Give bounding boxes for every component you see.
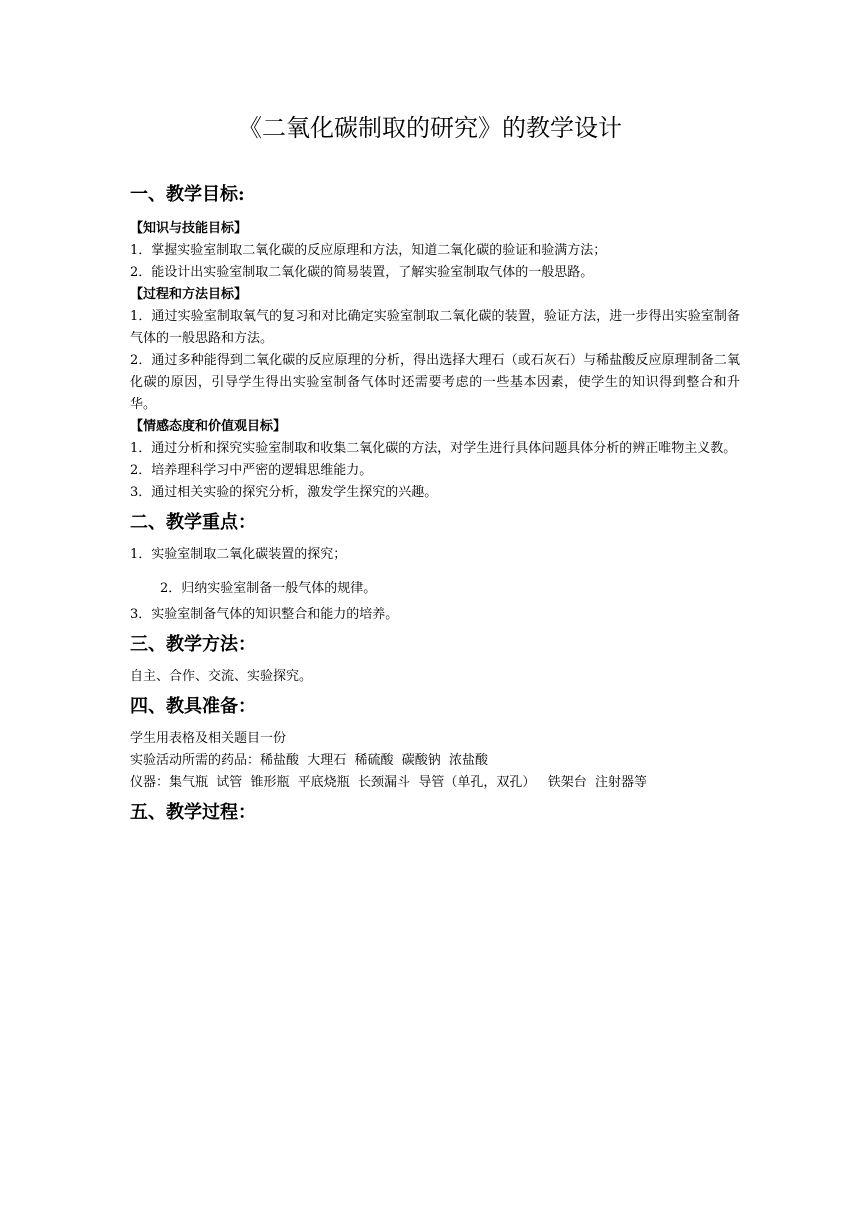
- key-point-item-1: 1．实验室制取二氧化碳装置的探究；: [130, 547, 347, 562]
- process-item-2: 2．通过多种能得到二氧化碳的反应原理的分析，得出选择大理石（或石灰石）与稀盐酸反应原理制备二氧化碳的原因，引导学生得出实验室制备气体时还需要考虑的一些基本因素，使学生的知识得到整合和升华。: [130, 353, 740, 412]
- materials-line-1: 学生用表格及相关题目一份: [130, 731, 287, 746]
- section-heading-objectives: 一、教学目标:: [130, 184, 245, 205]
- document-title: 《二氧化碳制取的研究》的教学设计: [238, 114, 622, 142]
- subheading-emotion-values: 【情感态度和价值观目标】: [130, 419, 287, 434]
- knowledge-item-1: 1．掌握实验室制取二氧化碳的反应原理和方法，知道二氧化碳的验证和验满方法；: [130, 243, 607, 258]
- materials-line-3: 仪器：集气瓶 试管 锥形瓶 平底烧瓶 长颈漏斗 导管（单孔，双孔） 铁架台 注射器等: [130, 775, 647, 790]
- key-point-item-3: 3．实验室制备气体的知识整合和能力的培养。: [130, 607, 399, 622]
- methods-text: 自主、合作、交流、实验探究。: [130, 669, 313, 684]
- emotion-item-1: 1．通过分析和探究实验室制取和收集二氧化碳的方法，对学生进行具体问题具体分析的辨正唯物主义教。: [130, 441, 737, 456]
- process-item-1: 1．通过实验室制取氧气的复习和对比确定实验室制取二氧化碳的装置，验证方法，进一步得出实验室制备气体的一般思路和方法。: [130, 309, 740, 346]
- key-point-item-2: 2．归纳实验室制备一般气体的规律。: [160, 581, 377, 596]
- knowledge-item-2: 2．能设计出实验室制取二氧化碳的简易装置，了解实验室制取气体的一般思路。: [130, 265, 594, 280]
- emotion-item-3: 3．通过相关实验的探究分析，激发学生探究的兴趣。: [130, 485, 438, 500]
- emotion-item-2: 2．培养理科学习中严密的逻辑思维能力。: [130, 463, 373, 478]
- section-heading-materials: 四、教具准备：: [130, 696, 256, 717]
- subheading-knowledge-skills: 【知识与技能目标】: [130, 221, 248, 236]
- section-heading-process: 五、教学过程：: [130, 802, 256, 823]
- materials-line-2: 实验活动所需的药品：稀盐酸 大理石 稀硫酸 碳酸钠 浓盐酸: [130, 753, 489, 768]
- document-body: [130, 182, 740, 826]
- section-heading-methods: 三、教学方法：: [130, 634, 256, 655]
- section-heading-key-points: 二、教学重点：: [130, 512, 256, 533]
- subheading-process-methods: 【过程和方法目标】: [130, 287, 248, 302]
